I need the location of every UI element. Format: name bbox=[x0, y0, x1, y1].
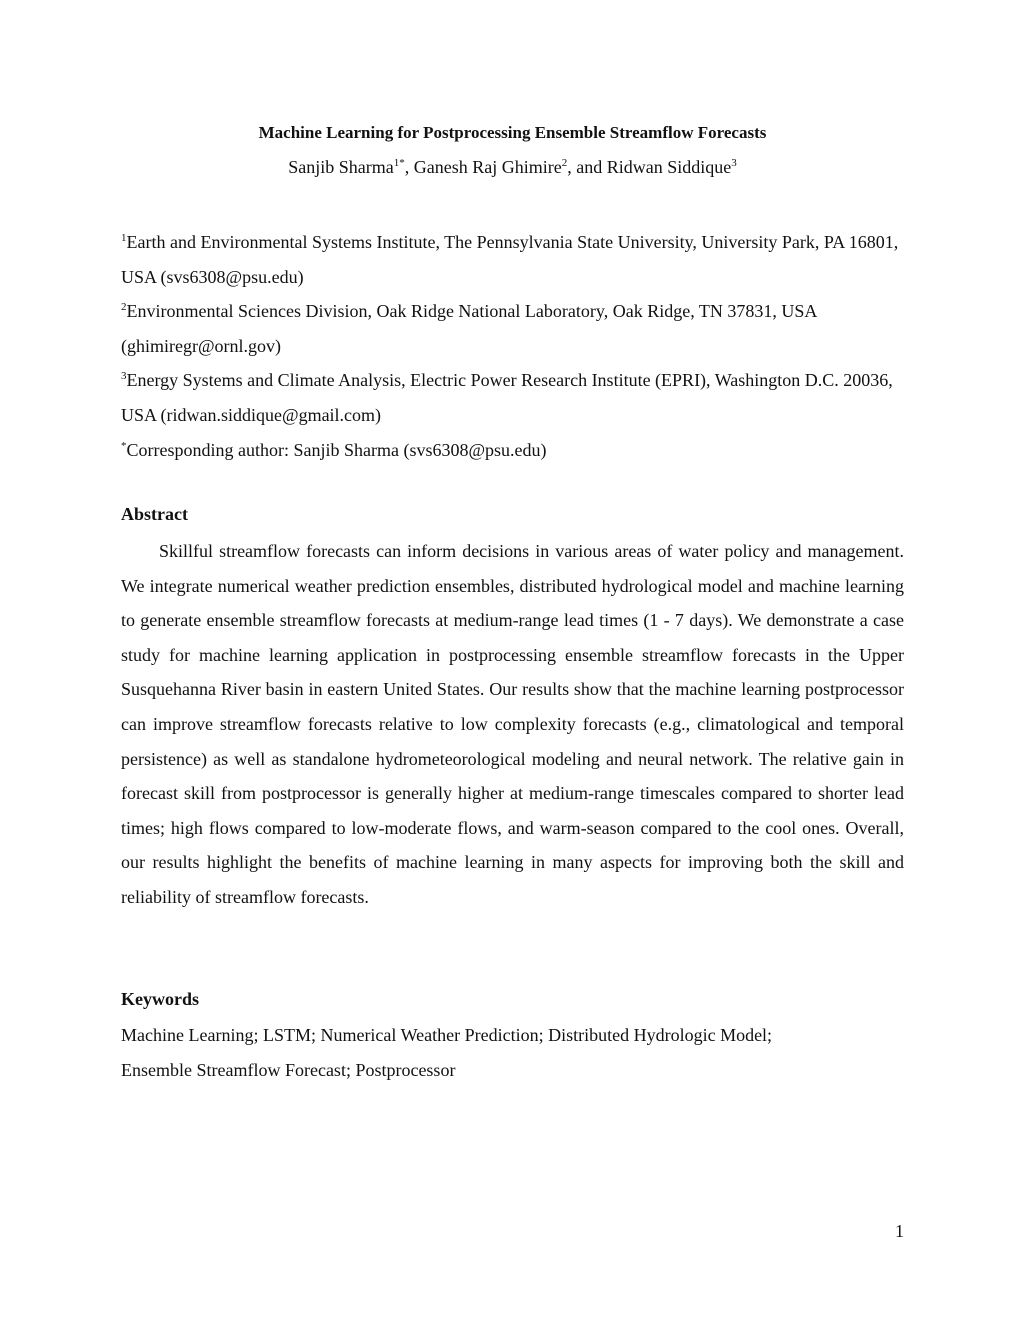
affiliation-text: Corresponding author: Sanjib Sharma (svs6308@psu.edu) bbox=[126, 439, 547, 460]
abstract-heading: Abstract bbox=[121, 504, 188, 524]
paper-title: Machine Learning for Postprocessing Ensemble Streamflow Forecasts bbox=[258, 123, 767, 142]
author-marker: 3 bbox=[731, 157, 737, 169]
page-number: 1 bbox=[895, 1221, 904, 1241]
author-separator: , and bbox=[567, 157, 607, 177]
author-marker: 1* bbox=[393, 157, 405, 169]
affiliation-2 bbox=[121, 294, 904, 363]
affiliation-list bbox=[121, 225, 904, 467]
author-marker: 2 bbox=[561, 157, 568, 169]
corresponding-author bbox=[121, 433, 904, 468]
affiliation-3 bbox=[121, 363, 904, 432]
affiliation-text: Earth and Environmental Systems Institute, The Pennsylvania State University, University Park, PA 16801, USA (svs6308@psu.edu) bbox=[121, 232, 899, 287]
affiliation-text: Environmental Sciences Division, Oak Ridge National Laboratory, Oak Ridge, TN 37831, USA (ghimiregr@ornl.gov) bbox=[121, 301, 817, 356]
affiliation-marker: * bbox=[121, 439, 127, 452]
keywords-heading: Keywords bbox=[121, 989, 199, 1009]
abstract-text: Skillful streamflow forecasts can inform decisions in various areas of water policy and management. We integrate numerical weather prediction ensembles, distributed hydrological model and machine learning to generate ensemble streamflow forecasts at medium-range lead times (1 - 7 days). We demonstrate a case study for machine learning application in postprocessing ensemble streamflow forecasts in the Upper Susquehanna River basin in eastern United States. Our results show that the machine learning postprocessor can improve streamflow forecasts relative to low complexity forecasts (e.g., climatological and temporal persistence) as well as standalone hydrometeorological modeling and neural network. The relative gain in forecast skill from postprocessor is generally higher at medium-range timescales compared to shorter lead times; high flows compared to low-moderate flows, and warm-season compared to the cool ones. Overall, our results highlight the benefits of machine learning in many aspects for improving both the skill and reliability of streamflow forecasts. bbox=[121, 541, 904, 907]
keywords-text bbox=[121, 1018, 904, 1087]
author-name: Sanjib Sharma bbox=[288, 157, 394, 177]
author-list bbox=[121, 156, 904, 178]
author-name: Ridwan Siddique bbox=[606, 157, 732, 177]
affiliation-marker: 2 bbox=[121, 301, 127, 314]
affiliation-text: Energy Systems and Climate Analysis, Electric Power Research Institute (EPRI), Washington D.C. 20036, USA (ridwan.siddique@gmail.com) bbox=[121, 370, 893, 425]
author-separator: , bbox=[404, 157, 414, 177]
author-name: Ganesh Raj Ghimire bbox=[413, 157, 562, 177]
paper-page bbox=[121, 0, 904, 1325]
keywords-line: Ensemble Streamflow Forecast; Postprocessor bbox=[121, 1059, 456, 1080]
keywords-line: Machine Learning; LSTM; Numerical Weather Prediction; Distributed Hydrologic Model; bbox=[121, 1025, 773, 1045]
affiliation-marker: 3 bbox=[121, 370, 127, 383]
affiliation-1 bbox=[121, 225, 904, 294]
affiliation-marker: 1 bbox=[121, 232, 127, 244]
